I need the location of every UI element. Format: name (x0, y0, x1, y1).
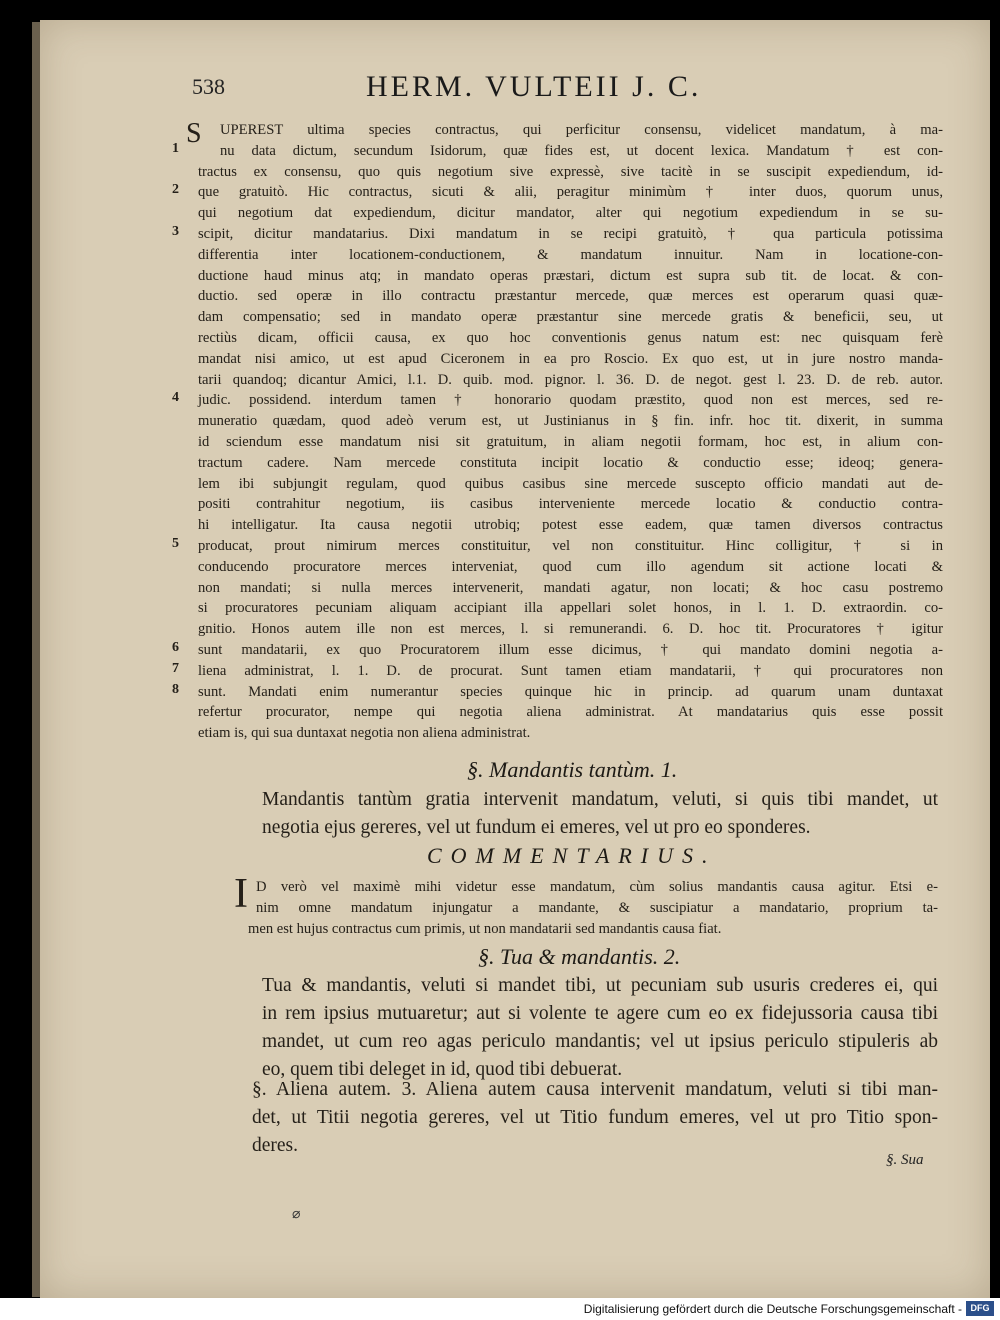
text-line: refertur procurator, nempe qui negotia aliena administrat. At mandatarius quis esse possit (198, 704, 943, 721)
text-line: det, ut Titii negotia gereres, vel ut Titio fundum emeres, vel ut pro Titio spon- (252, 1107, 938, 1128)
text-line: Tua & mandantis, veluti si mandet tibi, ut pecuniam sub usuris crederes ei, qui (262, 975, 938, 996)
dfg-logo: DFG (966, 1301, 994, 1316)
running-title: HERM. VULTEII J. C. (366, 70, 702, 103)
commentarius-text (234, 871, 938, 939)
text-line: in rem ipsius mutuaretur; aut si volente te agere cum eo ex fidejussoria causa tibi (262, 1003, 938, 1024)
margin-number: 7 (172, 660, 179, 676)
section-heading-1: §. Mandantis tantùm. 1. (467, 757, 678, 782)
text-line: sunt mandatarii, ex quo Procuratorem illum esse dicimus, † qui mandato domini negotia a- (198, 641, 943, 658)
margin-number: 2 (172, 182, 179, 198)
section-heading-2: §. Tua & mandantis. 2. (478, 944, 681, 969)
text-line: scipit, dicitur mandatarius. Dixi mandatum in se recipi gratuitò, † qua particula potissima (198, 225, 943, 242)
text-line: tarii quandoq; dicantur Amici, l.1. D. quib. mod. pignor. l. 36. D. de negot. gest l. 23. D. de reb. autor. (198, 371, 943, 388)
text-line: id sciendum esse mandatum nisi sit gratuitum, in aliam negotii formam, hoc est, in alium con- (198, 433, 943, 450)
text-line: que gratuitò. Hic contractus, sicuti & alii, peragitur minimùm † inter duos, quorum unus, (198, 184, 943, 201)
section-2-text (262, 972, 938, 1084)
text-line: producat, prout nimirum merces constituitur, vel non constituitur. Hinc colligitur, † si in (198, 537, 943, 554)
text-line: ductio. sed operæ in illo contractu præstantur mercede, quæ merces est operarum quasi quæ- (198, 288, 943, 305)
section-3-text (252, 1076, 938, 1160)
page-header (192, 70, 792, 104)
text-line: si procuratores pecuniam aliquam accipiant illa appellari solet honos, in l. 1. D. extraordin. co- (198, 600, 943, 617)
text-line: dam compensatio; sed in mandato operæ præstantur sine mercede gratis & beneficii, seu, ut (198, 309, 943, 326)
text-line: Mandantis tantùm gratia intervenit mandatum, veluti, si quis tibi mandet, ut (262, 789, 938, 810)
text-line: negotia ejus gereres, vel ut fundum ei emeres, vel ut pro eo sponderes. (262, 817, 811, 838)
text-line: liena administrat, l. 1. D. de procurat. Sunt tamen etiam mandatarii, † qui procuratores non (198, 662, 943, 679)
text-line: men est hujus contractus cum primis, ut non mandatarii sed mandantis causa fiat. (248, 920, 722, 937)
text-line: conducendo procuratore merces interveniat, quod cum illo agendum sit actione locati & (198, 558, 943, 575)
footer-credit-text: Digitalisierung gefördert durch die Deutsche Forschungsgemeinschaft - (583, 1302, 962, 1316)
margin-number: 1 (172, 140, 179, 156)
text-line: non mandati; si nulla merces intervenerit, mandati agatur, non locati; & hoc casu postremo (198, 579, 943, 596)
text-line: tractum cadere. Nam mercede constituta incipit locatio & conductio esse; ideoq; genera- (198, 454, 943, 471)
text-line: UPEREST ultima species contractus, qui perficitur consensu, videlicet mandatum, à ma- (220, 122, 943, 138)
text-line: gnitio. Honos autem ille non est merces, l. si remunerandi. 6. D. hoc tit. Procuratores † igitur (198, 621, 943, 638)
text-line: hi intelligatur. Ita causa negotii utrobiq; potest esse eadem, quæ tamen diversos contractus (198, 517, 943, 534)
text-line: judic. possidend. interdum tamen † honorario quodam præstito, quod non est merces, sed re- (198, 392, 943, 409)
margin-number: 8 (172, 681, 179, 697)
text-line: lem ibi subjungit regulam, quod quibus casibus sine mercede suscepto officio mandati aut de- (198, 475, 943, 492)
text-line: rectiùs dicam, officii causa, ex quo hoc conventionis genus natum est: nec quisquam ferè (198, 329, 943, 346)
text-line: §. Aliena autem. 3. Aliena autem causa intervenit mandatum, veluti si tibi man- (252, 1079, 938, 1100)
text-line: muneratio quædam, quod adeò verum est, ut Justinianus in § fin. infr. hoc tit. dixerit, in summa (198, 413, 943, 430)
text-line: sunt. Mandati enim numerantur species quinque hic in princip. ad quarum unam duntaxat (198, 683, 943, 700)
text-line: ductione haud minus atq; in mandato operas præstari, dictum est supra sub tit. de locat. & con- (198, 267, 943, 284)
text-line: eo, quem tibi deleget in id, quod tibi debuerat. (262, 1059, 623, 1080)
digitization-footer (0, 1298, 1000, 1320)
text-line: positi contrahitur negotium, iis casibus interveniente mercede locatio & conductio contra- (198, 496, 943, 513)
margin-number: 6 (172, 640, 179, 655)
text-line: nu data dictum, secundum Isidorum, quæ fides est, ut docent lexica. Mandatum † est con- (220, 142, 943, 159)
main-text-block (172, 118, 943, 744)
catchword: §. Sua (886, 1152, 924, 1168)
page-number: 538 (192, 74, 225, 99)
margin-number: 4 (172, 390, 179, 406)
drop-cap: S (186, 118, 202, 149)
text-line: etiam is, qui sua duntaxat negotia non aliena administrat. (198, 725, 531, 742)
text-line: qui negotium dat expediendum, dicitur mandator, alter qui negotium expediendum in se su- (198, 205, 943, 222)
text-line: nim omne mandatum injungatur a mandante, & suscipiatur a mandatario, proprium ta- (256, 899, 938, 916)
margin-number: 5 (172, 536, 179, 551)
text-line: deres. (252, 1135, 299, 1156)
section-1-text (262, 786, 938, 842)
page-stain-mark: ⌀ (292, 1207, 301, 1222)
text-line: tractus ex consensu, quo quis negotium sive expressè, sive tacitè in se suscipit expediendum, id- (198, 163, 943, 180)
text-line: mandet, ut cum reo agas periculo mandantis; vel ut ipsius periculo stipuleris ab (262, 1031, 938, 1052)
text-line: D verò vel maximè mihi videtur esse mandatum, cùm solius mandantis causa agitur. Etsi e- (256, 879, 938, 895)
text-line: mandat nisi amico, ut est apud Ciceronem in ea pro Roscio. Ex quo est, ut in jure nostro manda- (198, 350, 943, 367)
margin-number: 3 (172, 224, 179, 239)
text-line: differentia inter locationem-conductionem, & mandatum innuitur. Nam in locatione-con- (198, 246, 943, 263)
commentarius-heading: COMMENTARIUS. (427, 843, 717, 868)
drop-cap-commentary: I (234, 871, 248, 917)
